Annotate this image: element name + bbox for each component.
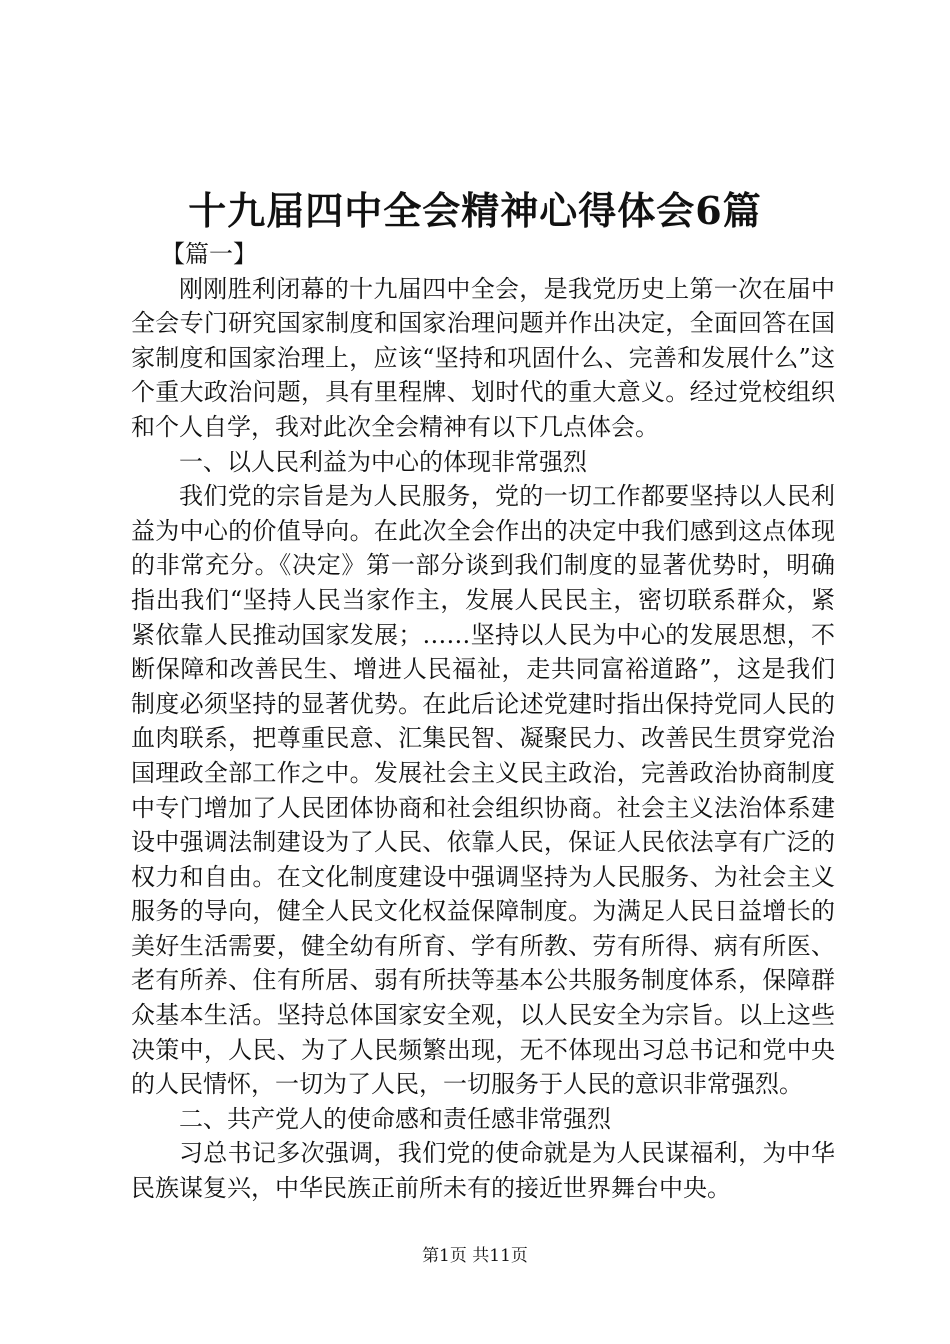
paragraph-two: 习总书记多次强调，我们党的使命就是为人民谋福利，为中华民族谋复兴，中华民族正前所未有的接近世界舞台中央。 [131,1139,835,1203]
heading-one: 一、以人民利益为中心的体现非常强烈 [179,447,587,476]
section-label: 【篇一】 [161,240,257,268]
document-body [131,237,835,1206]
page-footer: 第1页 共11页 [422,1246,528,1266]
paragraph-intro: 刚刚胜利闭幕的十九届四中全会，是我党历史上第一次在届中全会专门研究国家制度和国家治理问题并作出决定，全面回答在国家制度和国家治理上，应该“坚持和巩固什么、完善和发展什么”这个重大政治问题，具有里程牌、划时代的重大意义。经过党校组织和个人自学，我对此次全会精神有以下几点体会。 [131,274,835,441]
heading-two: 二、共产党人的使命感和责任感非常强烈 [179,1104,611,1133]
document-title: 十九届四中全会精神心得体会6篇 [188,188,762,233]
paragraph-one: 我们党的宗旨是为人民服务，党的一切工作都要坚持以人民利益为中心的价值导向。在此次全会作出的决定中我们感到这点体现的非常充分。《决定》第一部分谈到我们制度的显著优势时，明确指出我们“坚持人民当家作主，发展人民民主，密切联系群众，紧紧依靠人民推动国家发展；……坚持以人民为中心的发展思想，不断保障和改善民生、增进人民福祉，走共同富裕道路”，这是我们制度必须坚持的显著优势。在此后论述党建时指出保持党同人民的血肉联系，把尊重民意、汇集民智、凝聚民力、改善民生贯穿党治国理政全部工作之中。发展社会主义民主政治，完善政治协商制度中专门增加了人民团体协商和社会组织协商。社会主义法治体系建设中强调法制建设为了人民、依靠人民，保证人民依法享有广泛的权力和自由。在文化制度建设中强调坚持为人民服务、为社会主义服务的导向，健全人民文化权益保障制度。为满足人民日益增长的美好生活需要，健全幼有所育、学有所教、劳有所得、病有所医、老有所养、住有所居、弱有所扶等基本公共服务制度体系，保障群众基本生活。坚持总体国家安全观，以人民安全为宗旨。以上这些决策中，人民、为了人民频繁出现，无不体现出习总书记和党中央的人民情怀，一切为了人民，一切服务于人民的意识非常强烈。 [131,482,835,1099]
